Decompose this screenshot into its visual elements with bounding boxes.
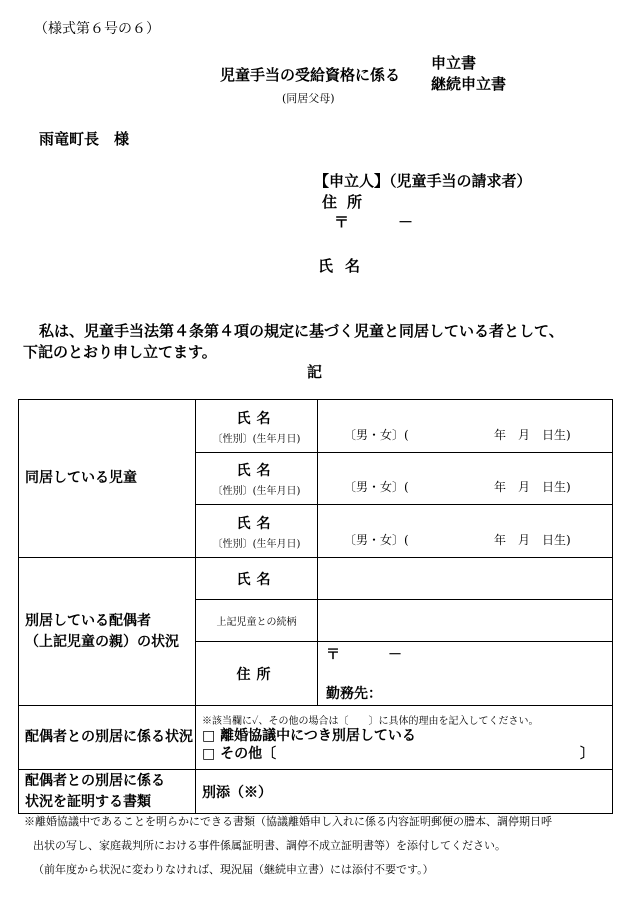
footnote-line-2: 出状の写し、家庭裁判所における事件係属証明書、調停不成立証明書等）を添付してください。: [33, 839, 506, 852]
option-other-checkbox[interactable]: [202, 745, 612, 763]
child-dob-field: 年 月 日生): [494, 428, 571, 442]
separation-note: ※該当欄に✓、その他の場合は〔 〕に具体的理由を記入してください。: [202, 715, 539, 727]
separation-status-cell: [196, 706, 613, 770]
statement-line-1: 私は、児童手当法第４条第４項の規定に基づく児童と同居している者として、: [39, 322, 564, 340]
separation-heading: 配偶者との別居に係る状況: [19, 706, 196, 770]
document-title: 児童手当の受給資格に係る: [220, 66, 401, 84]
option-other-label: □ その他〔: [202, 746, 277, 762]
statement-line-2: 下記のとおり申し立てます。: [23, 343, 217, 361]
spouse-name-label: 氏名: [236, 571, 277, 588]
child-dob-field: 年 月 日生): [494, 533, 571, 547]
spouse-heading-line-1: 別居している配偶者: [25, 613, 151, 630]
details-table: [18, 399, 613, 814]
applicant-name-label: 氏名: [318, 257, 373, 275]
spouse-heading-line-2: （上記児童の親）の状況: [25, 633, 179, 650]
child-1-label: [196, 400, 318, 453]
ki-heading: 記: [307, 363, 323, 381]
option-other-close-bracket: 〕: [580, 746, 594, 762]
proof-heading-line-1: 配偶者との別居に係る: [25, 773, 165, 790]
spouse-address-label-cell: [196, 642, 318, 706]
child-3-label: [196, 505, 318, 558]
child-dob-field: 年 月 日生): [494, 480, 571, 494]
child-2-label: [196, 453, 318, 505]
footnote-line-1: ※離婚協議中であることを明らかにできる書類（協議離婚申し入れに係る内容証明郵便の謄本、調停期日呼: [24, 815, 552, 828]
spouse-address-field[interactable]: [318, 642, 613, 706]
spouse-address-label: 住所: [236, 666, 277, 683]
child-name-label: 氏名: [236, 463, 277, 479]
title-subtitle: (同居父母): [282, 92, 335, 105]
workplace-label: 勤務先：: [326, 686, 382, 702]
applicant-heading: 【申立人】（児童手当の請求者）: [314, 172, 532, 190]
spouse-relation-label: 上記児童との続柄: [196, 600, 318, 642]
form-number: （様式第６号の６）: [34, 21, 160, 37]
option-divorce-negotiation-checkbox[interactable]: □ 離婚協議中につき別居している: [202, 727, 416, 744]
addressee: 雨竜町長 様: [39, 130, 130, 148]
child-1-value[interactable]: [318, 400, 613, 453]
postal-dash: －: [398, 213, 414, 231]
child-sex-dob-label: 〔性別〕(生年月日): [212, 486, 301, 497]
footnote-line-3: （前年度から状況に変わりなければ、現況届（継続申立書）には添付不要です。）: [33, 863, 434, 876]
title-option-continuation: 継続申立書: [431, 75, 507, 93]
child-sex-field: 〔男・女〕(: [344, 428, 409, 442]
child-sex-field: 〔男・女〕(: [344, 480, 409, 494]
spouse-name-field[interactable]: [318, 558, 613, 600]
child-3-value[interactable]: [318, 505, 613, 558]
postal-mark-icon: 〒: [326, 647, 340, 663]
applicant-address-label: 住所: [322, 193, 373, 211]
proof-heading: [19, 770, 196, 814]
proof-value: 別添（※）: [196, 770, 613, 814]
spouse-name-label-cell: [196, 558, 318, 600]
child-sex-field: 〔男・女〕(: [344, 533, 409, 547]
child-name-label: 氏名: [236, 515, 277, 532]
postal-dash: －: [388, 647, 402, 663]
children-heading: 同居している児童: [19, 400, 196, 558]
child-name-label: 氏名: [236, 410, 277, 427]
child-sex-dob-label: 〔性別〕(生年月日): [212, 433, 301, 445]
postal-mark-icon: 〒: [334, 213, 350, 231]
child-2-value[interactable]: [318, 453, 613, 505]
child-sex-dob-label: 〔性別〕(生年月日): [212, 538, 301, 550]
title-option-application: 申立書: [431, 54, 477, 72]
spouse-relation-field[interactable]: [318, 600, 613, 642]
spouse-heading: [19, 558, 196, 706]
proof-heading-line-2: 状況を証明する書類: [25, 793, 151, 810]
